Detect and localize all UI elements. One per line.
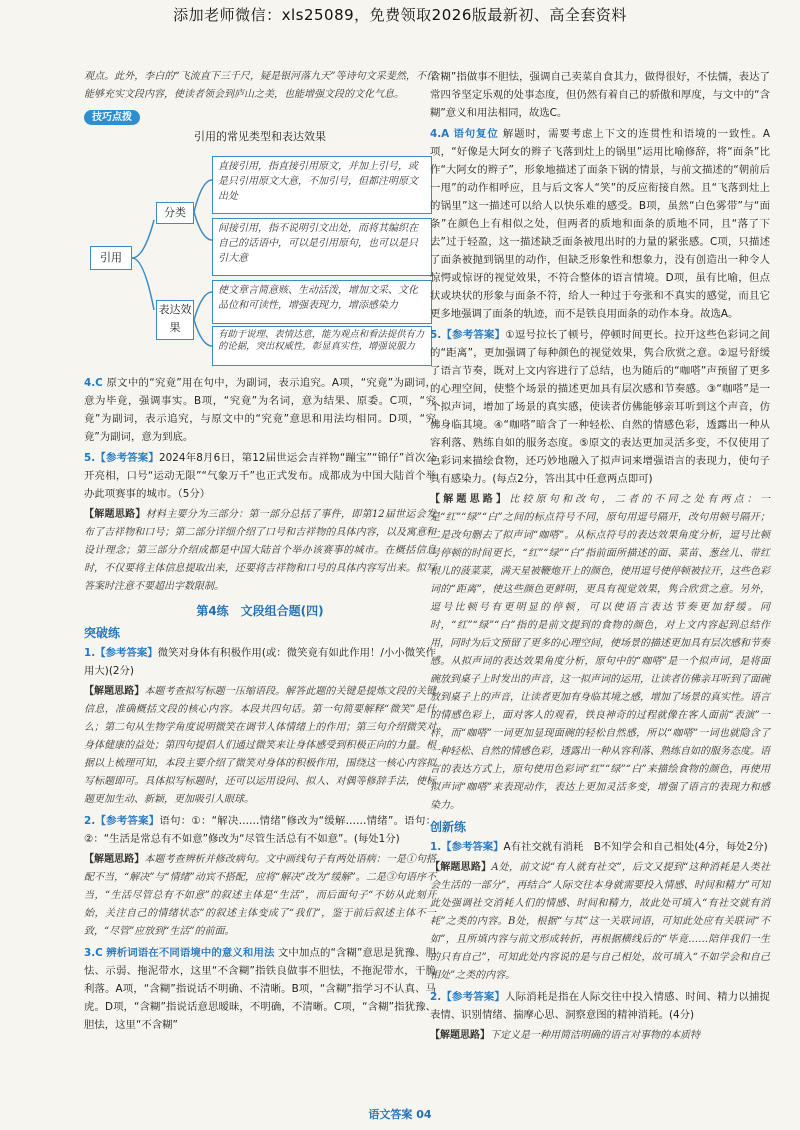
right-column — [430, 68, 770, 1048]
q4-tag: 语句复位 — [453, 128, 499, 140]
left-s2: 2.【参考答案】语句：①：“解决……情绪”修改为“缓解……情绪”。语句：②：“生活是常总有不如意”修改为“尽管生活总有不如意”。(每处1分) — [84, 815, 436, 845]
branch-classification: 分类 — [156, 202, 194, 224]
left-s3: 3.C 辨析词语在不同语境中的意义和用法 文中加点的“含糊”意思是犹豫、胆怯、示弱、拖泥带水，这里“不含糊”指铁良做事不胆怯，不拖泥带水，干脆利落。A项，“含糊”指说话不明确、不清晰。B项，“含糊”指学习不认真、马虎。D项，“含糊”指说话意思暧昧，不明确，不清晰。C项，“含糊”指犹豫、胆怯，这里“不含糊” — [84, 947, 437, 1031]
right-c2-thinking: 【解题思路】下定义是一种用简洁明确的语言对事物的本质特 — [430, 1030, 700, 1041]
subsection-breakthrough: 突破练 — [84, 626, 121, 640]
right-q5-thinking: 【解题思路】比较原句和改句，二者的不同之处有两点：一是“红”“绿”“白”之间的标点符号不同，原句用逗号隔开，改句用顿号隔开；二是改句删去了拟声词“咖嗒”。从标点符号的表达效果角度分析，逗号比顿号停顿的时间更长，“红”“绿”“白”指前面所描述的面、菜苗、葱丝儿、带红根儿的菠菜菜，满天星被鞭炮开上的颜色，使用逗号使停顿被拉开，这些色彩词的“距离”，使这些颜色更鲜明，更具有视觉效果，隽合欣赏之意。另外，逗号比顿号有更明显的停顿，可以使语言表达节奏更加舒缓。同时，“红”“绿”“白”指的是前文提到的食物的颜色，对上文内容起到总结作用，同时为后文预留了更多的心理空间，使场景的描述更加具有层次感和节奏感。从拟声词的表达效果角度分析，原句中的“咖嗒”是一个拟声词，是将面碗放到桌子上时发出的声音，这一拟声词的运用，让读者仿佛亲耳听到了面碗放到桌子上的声音，让读者更加有身临其境之感，增加了场景的真实性。语言的情感色彩上，面对客人的观看，铁良神奇的过程就像在客人面前“表演”一样，而“咖嗒”一词更加显现面碗的轻松自然感，所以“咖嗒”一词也就隐含了一种轻松、自然的情感色彩，透露出一种从容利落、熟练自如的服务态度。语言的表达方式上，原句使用色彩词“红”“绿”“白”来描绘食物的颜色，再使用拟声词“咖嗒”来表现动作，表达上更加灵活多变，增强了语言的表现力和感染力。 — [430, 494, 771, 811]
left-q4: 4.C 原文中的“究竟”用在句中，为副词，表示追究。A项，“究竟”为副词，意为毕竟，强调事实。B项，“究竟”为名词，意为结果、原委。C项，“究竟”为副词，表示追究，与原文中的“究竟”意思和用法均相同。D项，“究竟”为副词，意为到底。 — [84, 377, 436, 443]
intro-paragraph: 观点。此外，李白的“飞流直下三千尺，疑是银河落九天”等诗句文采斐然，不仅能够充实文段内容，使读者领会到庐山之美，也能增强文段的文化气息。 — [84, 71, 436, 100]
promo-banner: 添加老师微信：xls25089，免费领取2026版最新初、高全套资料 — [173, 6, 627, 24]
left-q5-thinking: 【解题思路】材料主要分为三部分：第一部分总括了事件，即第12届世运会发布了吉祥物和口号；第二部分详细介绍了口号和吉祥物的具体内容，以及寓意和设计理念；第三部分介绍成都是中国大陆首个举办该赛事的城市。在概括信息时，不仅要将主体信息提取出来，还要将吉祥物和口号的具体内容写出来。拟写答案时注意不要超出字数限制。 — [84, 509, 436, 592]
citation-diagram — [84, 150, 436, 368]
effect-box-1: 使文章言简意赅、生动活泼，增加文采、文化品位和可读性，增强表现力，增添感染力 — [212, 280, 432, 324]
subsection-innovation: 创新练 — [430, 820, 467, 834]
page-footer: 语文答案 04 — [368, 1108, 432, 1121]
right-c1-thinking: 【解题思路】A处，前文说“有人就有社交”，后文又提到“这种消耗是人类社会生活的一部分”，再结合“人际交往本身就需要投入情感、时间和精力”可知此处强调社交消耗人们的情感、时间和精力，故此处可填入“有社交就有消耗”之类的内容。B处，根据“与其”这一关联词语，可知此处应有关联词“不如”，且所填内容与前文形成转折，再根据横线后的“毕竟……陪伴我们一生的只有自己”，可知此处内容说的是与自己相处，故可填入“不如学会和自己相处”之类的内容。 — [430, 862, 770, 981]
root-node: 引用 — [90, 246, 132, 270]
effect-box-2: 有助于说理、表情达意，能为观点和看法提供有力的论据，突出权威性，彰显真实性，增强说服力 — [212, 326, 432, 366]
left-column — [84, 68, 436, 1037]
left-s1: 1.【参考答案】微笑对身体有积极作用(或：微笑竟有如此作用！/小小微笑作用大)(2分) — [84, 647, 436, 677]
diagram-title: 引用的常见类型和表达效果 — [194, 130, 326, 143]
skill-tag: 技巧点拨 — [84, 110, 140, 125]
left-s1-thinking: 【解题思路】本题考查拟写标题一压缩语段。解答此题的关键是提炼文段的关键信息，准确概括文段的核心内容。本段共四句话。第一句简要解释“微笑”是什么；第二句从生物学角度说明微笑在调节人体情绪上的作用；第三句介绍微笑对身体健康的益处；第四句提倡人们通过微笑来让身体感受到积极正向的力量。根据以上梳理可知，本段主要介绍了微笑对身体的积极作用，围绕这一核心内容拟写标题即可。具体拟写标题时，还可以运用设问、拟人、对偶等修辞手法，使标题更加生动、新颖，更加吸引人眼球。 — [84, 686, 437, 805]
indirect-quote-box: 间接引用，指不说明引文出处，而将其编织在自己的话语中，可以是引用原句，也可以是只引大意 — [212, 218, 432, 276]
branch-effect: 表达效果 — [156, 300, 194, 340]
left-s2-thinking: 【解题思路】本题考查辨析并修改病句。文中画线句子有两处语病：一是①句搭配不当，“解决”与“情绪”动宾不搭配，应将“解决”改为“缓解”。二是③句语序不当，“生活尽管总有不如意”的叙述主体是“生活”，而后面句子“不妨从此刻开始，关注自己的情绪状态”的叙述主体变成了“我们”，鉴于前后叙述主体不一致，“尽管”应放到“生活”的前面。 — [84, 854, 437, 937]
right-q4: 4.A 语句复位 解题时，需要考虑上下文的连贯性和语境的一致性。A项，“好像是大阿女的辫子飞落到灶上的锅里”运用比喻修辞，将“面条”比作“大阿女的辫子”，形象地描述了面条下锅的情景，与前文描述的“朝前后一甩”的动作相呼应，且与后文客人“笑”的反应衔接自然。且“飞落到灶上的锅里”这一描述可以给人以快乐难的感受。B项，虽然“白色雾带”与“面条”在颜色上有相似之处，但两者的质地和面条的质地不同，且“落了下去”过于轻盈，这一描述缺乏面条被甩出时的力量的紧张感。C项，只描述了面条被抛到锅里的动作，但缺乏形象性和想象力，没有创造出一种令人惊愕或惊讶的视觉效果，不符合整体的语言情境。D项，虽有比喻，但点状或块状的形象与面条不符，给人一种过于夸张和不真实的感觉，而且它更多地强调了面条的轨迹，而不是铁良用面条的动作本身。故选A。 — [430, 128, 770, 320]
right-p1: 含糊”指做事不胆怯，强调自己卖菜自食其力，做得很好，不怯懦，表达了常四爷坚定乐观的处事态度，但仍然有着自己的骄傲和厚度，与文中的“含糊”意义和用法相同，故选C。 — [430, 71, 770, 119]
right-q5: 5.【参考答案】①逗号拉长了顿号，停顿时间更长。拉开这些色彩词之间的“距离”，更加强调了每种颜色的视觉效果，隽合欣赏之意。②逗号舒缓了语言节奏，既对上文内容进行了总结，也为随后的“咖嗒”声预留了更多的心理空间，使整个场景的描述更加具有层次感和节奏感。③“咖嗒”是一个拟声词，增加了场景的真实感，使读者仿佛能够亲耳听到这个声音，仿佛身临其境。④“咖嗒”暗含了一种轻松、自然的情感色彩，透露出一种从容利落、熟练自如的服务态度。⑤原文的表达更加灵活多变，不仅使用了色彩词来描绘食物，还巧妙地融入了拟声词来增强语言的表现力，使句子具有感染力。(每点2分，答出其中任意两点即可) — [430, 329, 770, 485]
right-c1: 1.【参考答案】A有社交就有消耗 B不知学会和自己相处(4分，每处2分) — [430, 841, 768, 853]
section-title: 第4练 文段组合题(四) — [196, 604, 324, 618]
left-q5: 5.【参考答案】2024年8月6日，第12届世运会吉祥物“蹦宝”“锦仔”首次公开亮相，口号“运动无限”“气象万千”也正式发布。成都成为中国大陆首个举办此项赛事的城市。（5分） — [84, 452, 436, 500]
direct-quote-box: 直接引用，指直接引用原文，并加上引号，或是只引用原文大意，不加引号，但都注明原文出处 — [212, 156, 432, 214]
right-c2: 2.【参考答案】人际消耗是指在人际交往中投入情感、时间、精力以捕捉表情、识别情绪、揣摩心思、洞察意图的精神消耗。(4分) — [430, 991, 770, 1021]
s3-tag: 辨析词语在不同语境中的意义和用法 — [106, 947, 275, 959]
